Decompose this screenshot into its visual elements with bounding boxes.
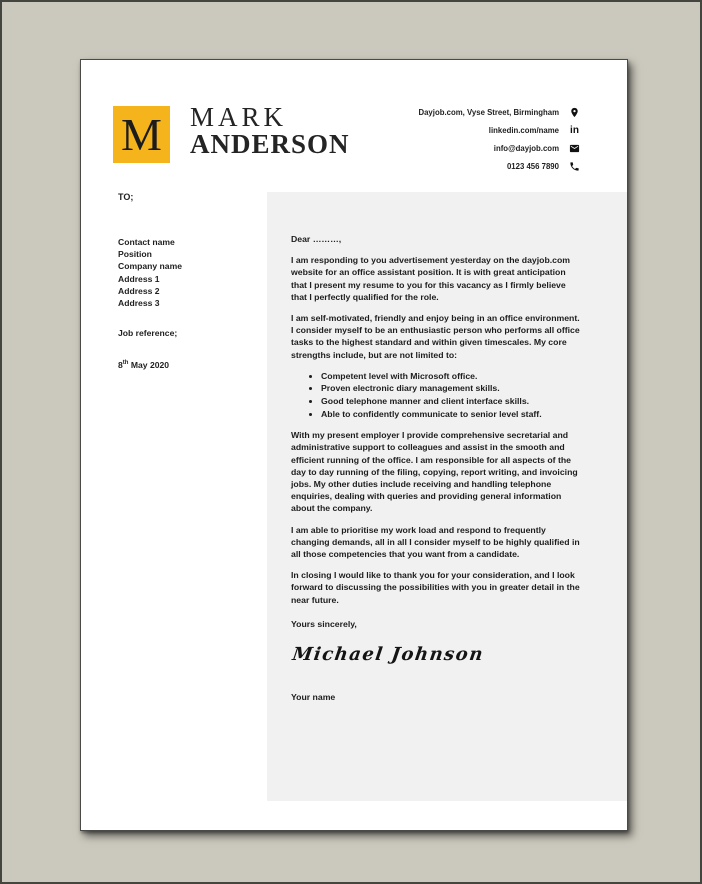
recipient-address-block (118, 236, 182, 309)
contact-row-address (418, 105, 581, 119)
contact-row-email (418, 141, 581, 155)
letter-body-panel (267, 192, 627, 801)
strength-item: • Good telephone manner and client interface skills. (321, 395, 581, 408)
last-name: ANDERSON (190, 129, 350, 159)
recipient-line: Address 1 (118, 273, 160, 284)
contact-row-linkedin (418, 123, 581, 137)
to-label: TO; (118, 192, 134, 202)
address-text: Dayjob.com, Vyse Street, Birmingham (418, 107, 559, 117)
linkedin-text: linkedin.com/name (488, 125, 559, 135)
location-pin-icon (568, 106, 581, 119)
recipient-line: Company name (118, 261, 182, 272)
email-text: info@dayjob.com (493, 143, 559, 153)
recipient-line: Address 2 (118, 285, 160, 296)
strength-item: • Proven electronic diary management skills. (321, 382, 581, 395)
strengths-list (291, 370, 581, 420)
date-month-year: May 2020 (128, 360, 170, 370)
cover-letter-page (80, 59, 628, 831)
linkedin-icon (568, 124, 581, 137)
paragraph: I am responding to you advertisement yesterday on the dayjob.com website for an office assistant position. It is with great anticipation that I present my resume to you for this vacancy as I firmly believe that I perfectly qualified for the role. (291, 255, 571, 302)
candidate-name (190, 104, 350, 158)
closing-line: Yours sincerely, (291, 618, 357, 629)
paragraph: In closing I would like to thank you for your consideration, and I look forward to discussing the possibilities with you in greater detail in the near future. (291, 570, 580, 605)
recipient-line: Position (118, 249, 152, 260)
first-name: MARK (190, 102, 288, 132)
handwritten-signature: Michael Johnson (291, 644, 486, 666)
paragraph: I am able to prioritise my work load and respond to frequently changing demands, all in all I consider myself to be highly qualified in all those competencies that you want from a candidate. (291, 524, 580, 560)
letter-date (118, 360, 169, 370)
date-day: 8 (118, 360, 123, 370)
recipient-line: Contact name (118, 237, 175, 247)
logo-monogram-block (113, 106, 170, 163)
signoff-name-placeholder: Your name (291, 692, 336, 703)
strength-item: • Able to confidently communicate to senior level staff. (321, 408, 581, 421)
monogram-letter: M (121, 108, 162, 160)
recipient-line: Address 3 (118, 298, 160, 309)
strength-item: • Competent level with Microsoft office. (321, 370, 581, 383)
phone-icon (568, 160, 581, 173)
salutation: Dear ………, (291, 234, 342, 244)
paragraph: I am self-motivated, friendly and enjoy being in an office environment. I consider myself to be an enthusiastic person who performs all office tasks to the highest standard and within given timescales. My core strengths include, but are not limited to: (291, 313, 580, 360)
phone-text: 0123 456 7890 (506, 161, 559, 171)
linkedin-glyph: in (570, 124, 579, 136)
contact-row-phone (418, 159, 581, 173)
date-ordinal: th (122, 360, 129, 367)
paragraph: With my present employer I provide comprehensive secretarial and administrative support to colleagues and assist in the smooth and efficient running of the office. I am responsible for all aspects of the day to day running of the filing, copying, report writing, and invoicing jobs. My other duties include receiving and handling telephone enquiries, dealing with queries and providing general information about the company. (291, 430, 578, 514)
contact-details (418, 105, 581, 173)
job-reference-label: Job reference; (118, 328, 178, 338)
email-icon (568, 142, 581, 155)
